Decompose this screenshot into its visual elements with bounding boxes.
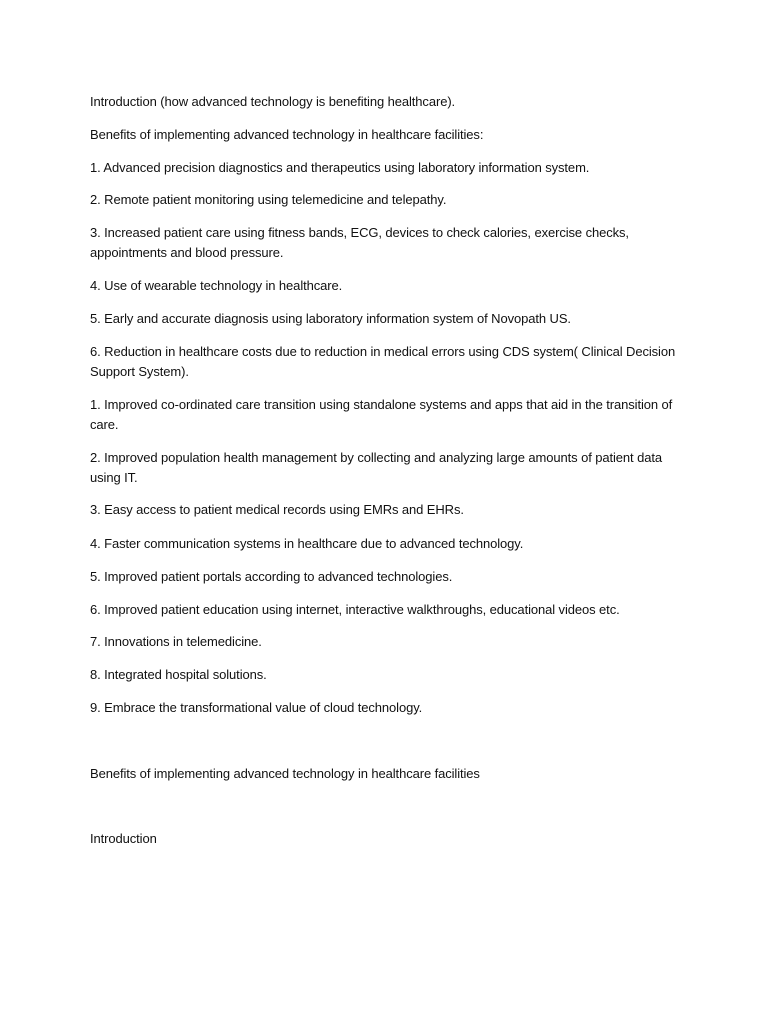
list-item: 6. Improved patient education using internet, interactive walkthroughs, educational videos etc. xyxy=(90,602,620,617)
list-item: 9. Embrace the transformational value of cloud technology. xyxy=(90,700,423,715)
list-item: 7. Innovations in telemedicine. xyxy=(90,634,262,649)
list-item: 5. Early and accurate diagnosis using laboratory information system of Novopath US. xyxy=(90,311,571,326)
list-item: 1. Advanced precision diagnostics and therapeutics using laboratory information system. xyxy=(90,160,590,175)
list-item: 4. Faster communication systems in healthcare due to advanced technology. xyxy=(90,536,524,551)
intro-line: Introduction (how advanced technology is benefiting healthcare). xyxy=(90,94,456,109)
list-item: 2. Improved population health management by collecting and analyzing large amounts of patient data using IT. xyxy=(90,450,662,485)
list-item: 8. Integrated hospital solutions. xyxy=(90,667,267,682)
benefits-heading: Benefits of implementing advanced technology in healthcare facilities: xyxy=(90,127,484,142)
introduction-heading: Introduction xyxy=(90,831,157,846)
list-item: 3. Increased patient care using fitness bands, ECG, devices to check calories, exercise checks, appointments and blood pressure. xyxy=(90,225,629,260)
list-item: 3. Easy access to patient medical records using EMRs and EHRs. xyxy=(90,502,464,517)
list-item: 4. Use of wearable technology in healthcare. xyxy=(90,278,343,293)
list-item: 2. Remote patient monitoring using telemedicine and telepathy. xyxy=(90,192,447,207)
section-title: Benefits of implementing advanced technology in healthcare facilities xyxy=(90,766,480,781)
list-item: 5. Improved patient portals according to advanced technologies. xyxy=(90,569,453,584)
list-item: 6. Reduction in healthcare costs due to reduction in medical errors using CDS system( Clinical Decision Support System). xyxy=(90,344,676,379)
list-item: 1. Improved co-ordinated care transition using standalone systems and apps that aid in the transition of care. xyxy=(90,397,673,432)
